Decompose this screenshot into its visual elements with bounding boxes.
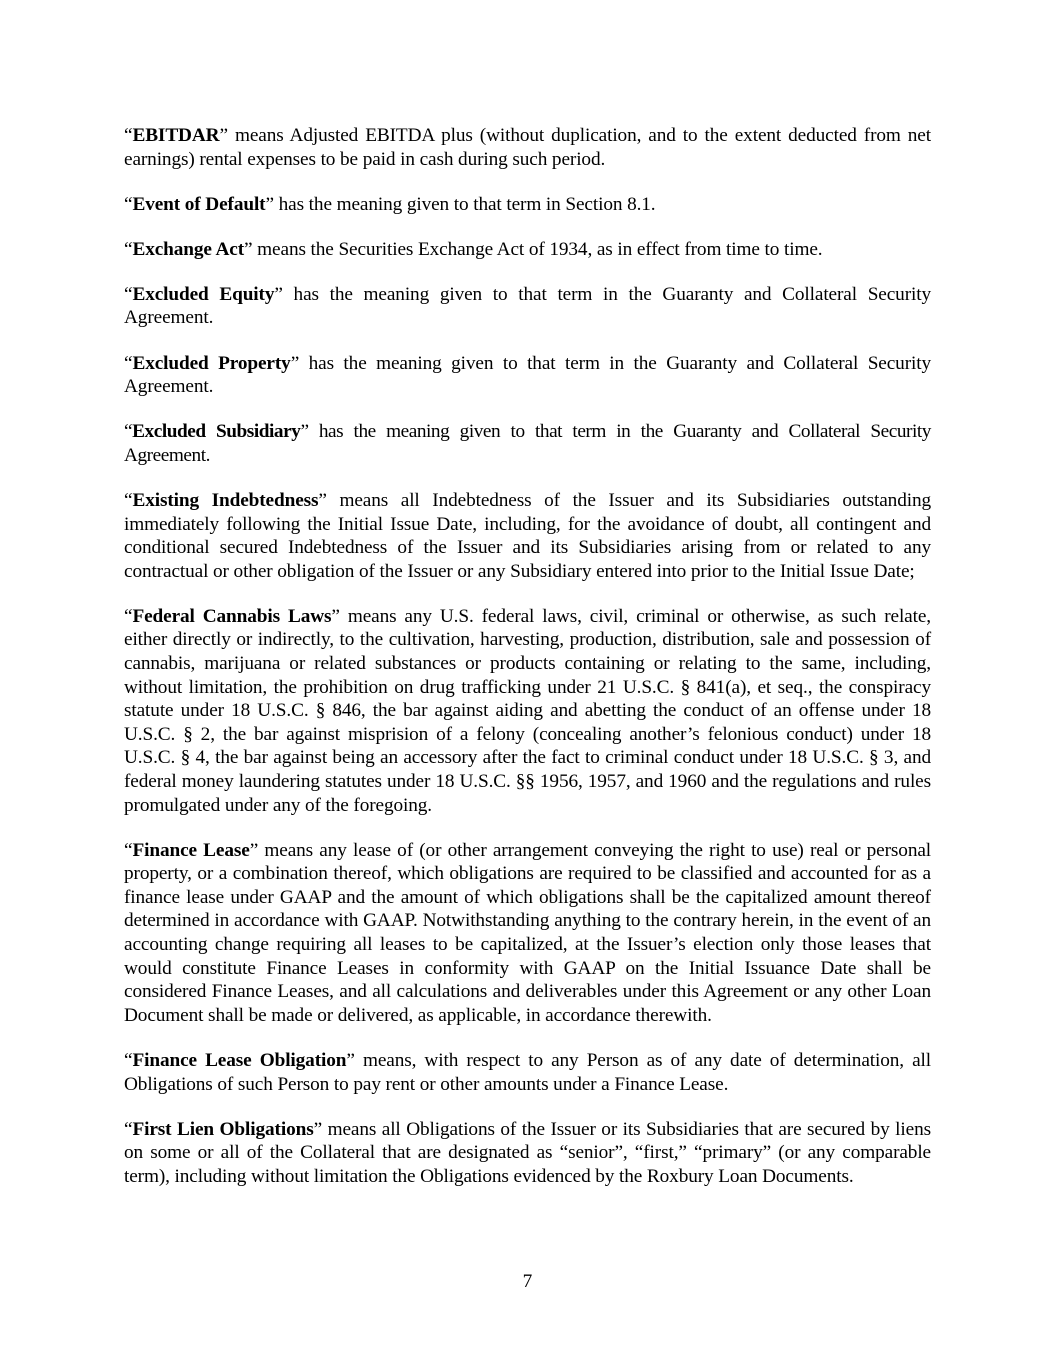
defined-term: Existing Indebtedness — [132, 489, 319, 511]
open-quote: “ — [124, 421, 133, 443]
page-number: 7 — [522, 1271, 533, 1292]
defined-term: First Lien Obligations — [132, 1118, 314, 1140]
definition-text: has the meaning given to that term in Section 8.1. — [273, 193, 656, 215]
definition-text: has the meaning given to that term in the Guaranty and Collateral Security Agreement. — [124, 421, 931, 466]
defined-term: Federal Cannabis Laws — [132, 605, 332, 627]
definition-ebitdar — [124, 124, 931, 171]
open-quote: “ — [124, 489, 133, 511]
close-quote: ” — [300, 421, 309, 443]
defined-term: Event of Default — [132, 193, 266, 215]
defined-term: Finance Lease Obligation — [132, 1049, 347, 1071]
close-quote: ” — [274, 283, 283, 305]
close-quote: ” — [318, 489, 327, 511]
definition-event-of-default — [124, 193, 931, 217]
definition-finance-lease — [124, 839, 931, 1028]
defined-term: EBITDAR — [132, 125, 220, 146]
defined-term: Exchange Act — [132, 238, 245, 260]
close-quote: ” — [313, 1118, 323, 1140]
definition-excluded-property — [124, 352, 931, 399]
definition-excluded-subsidiary — [124, 420, 931, 467]
definition-text: means any U.S. federal laws, civil, criminal or otherwise, as such relate, either directly or indirectly, to the cultivation, harvesting, production, distribution, sale and possession of cannabis, marijuana or related substances or products containing or relating to the same, including, without limitation, the prohibition on drug trafficking under 21 U.S.C. § 841(a), et seq., the conspiracy statute under 18 U.S.C. § 846, the bar against aiding and abetting the conduct of an offense under 18 U.S.C. § 2, the bar against misprision of a felony (concealing another’s felonious conduct) under 18 U.S.C. § 4, the bar against being an accessory after the fact to criminal conduct under 18 U.S.C. § 3, and federal money laundering statutes under 18 U.S.C. §§ 1956, 1957, and 1960 and the regulations and rules promulgated under any of the foregoing. — [124, 605, 931, 816]
definition-first-lien-obligations — [124, 1118, 931, 1189]
close-quote: ” — [249, 839, 259, 861]
open-quote: “ — [124, 839, 133, 861]
defined-term: Finance Lease — [132, 839, 250, 861]
close-quote: ” — [346, 1049, 355, 1071]
open-quote: “ — [124, 605, 133, 627]
definition-text: means Adjusted EBITDA plus (without duplication, and to the extent deducted from net earnings) rental expenses to be paid in cash during such period. — [124, 125, 931, 170]
open-quote: “ — [124, 1049, 133, 1071]
document-page — [124, 124, 931, 1210]
defined-term: Excluded Equity — [132, 283, 275, 305]
open-quote: “ — [124, 238, 133, 260]
definition-text: means all Indebtedness of the Issuer and its Subsidiaries outstanding immediately following the Initial Issue Date, including, for the avoidance of doubt, all contingent and conditional secured Indebtedness of the Issuer and its Subsidiaries arising from or related to any contractual or other obligation of the Issuer or any Subsidiary entered into prior to the Initial Issue Date; — [124, 489, 932, 582]
close-quote: ” — [331, 605, 340, 627]
definition-exchange-act — [124, 238, 931, 262]
definition-text: has the meaning given to that term in the Guaranty and Collateral Security Agreement. — [124, 352, 932, 398]
open-quote: “ — [124, 193, 133, 215]
close-quote: ” — [290, 352, 300, 374]
close-quote: ” — [265, 193, 274, 215]
definition-existing-indebtedness — [124, 489, 931, 583]
definition-text: means any lease of (or other arrangement conveying the right to use) real or personal property, or a combination thereof, which obligations are required to be classified and accounted for as a finance lease under GAAP and the amount of which obligations shall be the capitalized amount thereof determined in accordance with GAAP. Notwithstanding anything to the contrary herein, in the event of an accounting change requiring all leases to be capitalized, at the Issuer’s election only those leases that would constitute Finance Leases in conformity with GAAP on the Initial Issuance Date shall be considered Finance Leases, and all calculations and deliverables under this Agreement or any other Loan Document shall be made or delivered, as applicable, in accordance therewith. — [124, 839, 932, 1026]
definition-text: means, with respect to any Person as of any date of determination, all Obligations of such Person to pay rent or other amounts under a Finance Lease. — [124, 1049, 932, 1095]
definition-text: means all Obligations of the Issuer or its Subsidiaries that are secured by liens on some or all of the Collateral that are designated as “senior”, “first,” “primary” (or any comparable term), including without limitation the Obligations evidenced by the Roxbury Loan Documents. — [124, 1118, 931, 1187]
definition-finance-lease-obligation — [124, 1049, 931, 1096]
open-quote: “ — [124, 352, 133, 374]
definition-excluded-equity — [124, 283, 931, 330]
open-quote: “ — [124, 283, 133, 305]
open-quote: “ — [124, 1118, 133, 1140]
definition-text: means the Securities Exchange Act of 1934, as in effect from time to time. — [252, 238, 823, 260]
open-quote: “ — [124, 125, 133, 146]
defined-term: Excluded Property — [132, 352, 291, 374]
definition-federal-cannabis-laws — [124, 605, 931, 817]
definition-text: has the meaning given to that term in the Guaranty and Collateral Security Agreement. — [124, 283, 931, 329]
defined-term: Excluded Subsidiary — [132, 421, 301, 443]
close-quote: ” — [244, 238, 253, 260]
close-quote: ” — [219, 125, 228, 146]
